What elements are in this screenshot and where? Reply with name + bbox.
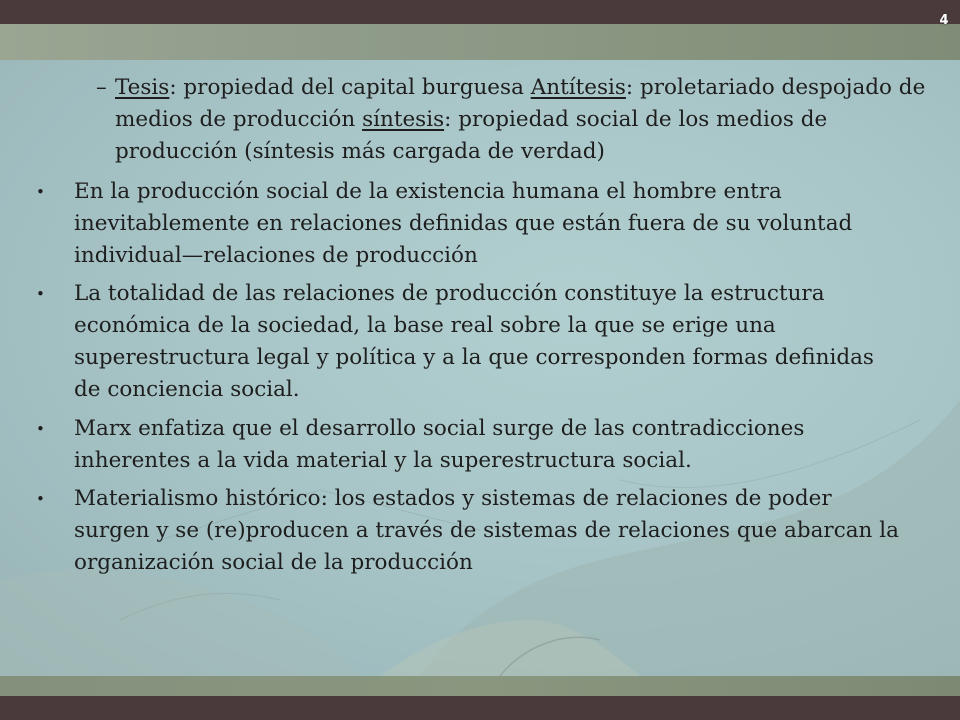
bullet-text: Marx enfatiza que el desarrollo social surge de las contradicciones inherentes a la vida material y la superestructura social.	[74, 416, 805, 473]
sintesis-label: síntesis	[362, 107, 445, 132]
sub-bullet-text	[115, 72, 928, 168]
bullet-text: Materialismo histórico: los estados y sistemas de relaciones de poder surgen y se (re)producen a través de sistemas de relaciones que abarcan la organización social de la producción	[74, 486, 899, 575]
tesis-label: Tesis	[115, 75, 170, 100]
bullet-text: La totalidad de las relaciones de producción constituye la estructura económica de la sociedad, la base real sobre la que se erige una superestructura legal y política y a la que corresponden formas definidas de conciencia social.	[74, 281, 874, 402]
bullet-marker: •	[36, 420, 45, 438]
tesis-text: : propiedad del capital burguesa	[169, 75, 531, 100]
sintesis-text: : propiedad social de los medios de producción (síntesis más cargada de verdad)	[115, 107, 828, 164]
antitesis-label: Antítesis	[530, 75, 626, 100]
sub-bullet-tesis	[98, 72, 928, 168]
bullet-item-4	[36, 483, 906, 579]
bullet-marker: •	[36, 285, 45, 303]
antitesis-text: : proletariado despojado de medios de producción	[115, 75, 926, 132]
bullet-item-2	[36, 278, 906, 406]
bullet-text: En la producción social de la existencia humana el hombre entra inevitablemente en relaciones definidas que están fuera de su voluntad individual—relaciones de producción	[74, 179, 853, 268]
sub-bullet-dash: –	[96, 75, 107, 100]
bullet-marker: •	[36, 490, 45, 508]
slide-number: 4	[939, 13, 949, 28]
bullet-item-3	[36, 413, 906, 477]
bullet-item-1	[36, 176, 906, 272]
bullet-marker: •	[36, 183, 45, 201]
